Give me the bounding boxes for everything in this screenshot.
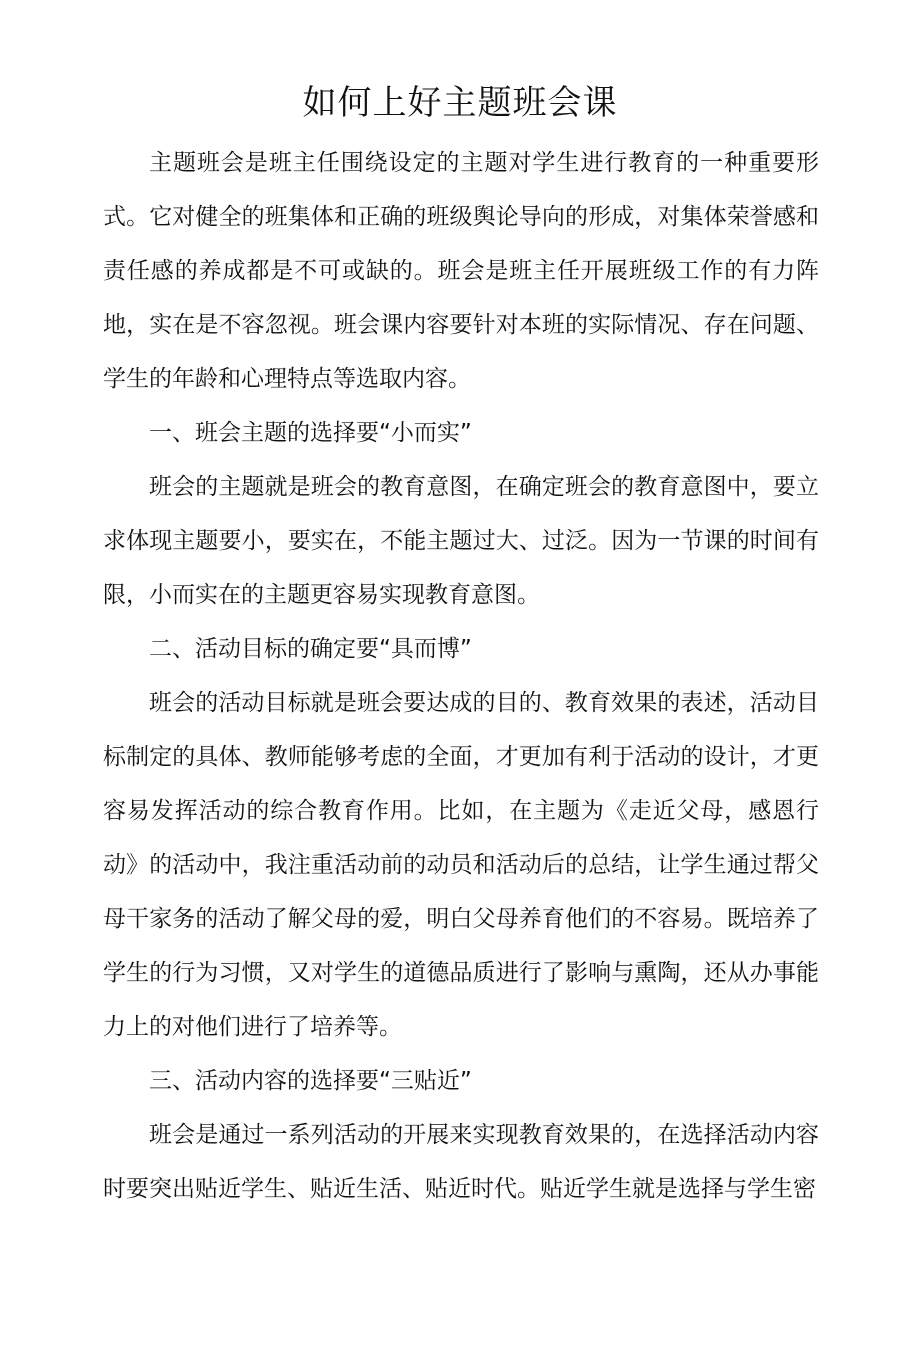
section-paragraph-1: 班会的主题就是班会的教育意图，在确定班会的教育意图中，要立求体现主题要小，要实在，不能主题过大、过泛。因为一节课的时间有限，小而实在的主题更容易实现教育意图。 [103, 474, 819, 608]
section-heading-3: 三、活动内容的选择要“三贴近” [149, 1068, 472, 1094]
document-body [103, 136, 819, 1216]
section-paragraph-2: 班会的活动目标就是班会要达成的目的、教育效果的表述，活动目标制定的具体、教师能够考虑的全面，才更加有利于活动的设计，才更容易发挥活动的综合教育作用。比如，在主题为《走近父母，感恩行动》的活动中，我注重活动前的动员和活动后的总结，让学生通过帮父母干家务的活动了解父母的爱，明白父母养育他们的不容易。既培养了学生的行为习惯，又对学生的道德品质进行了影响与熏陶，还从办事能力上的对他们进行了培养等。 [103, 690, 819, 1040]
section-heading-1: 一、班会主题的选择要“小而实” [149, 420, 472, 446]
document-title: 如何上好主题班会课 [302, 83, 618, 123]
section-heading-2: 二、活动目标的确定要“具而博” [149, 636, 472, 662]
intro-paragraph: 主题班会是班主任围绕设定的主题对学生进行教育的一种重要形式。它对健全的班集体和正确的班级舆论导向的形成，对集体荣誉感和责任感的养成都是不可或缺的。班会是班主任开展班级工作的有力阵地，实在是不容忽视。班会课内容要针对本班的实际情况、存在问题、学生的年龄和心理特点等选取内容。 [103, 150, 819, 392]
section-paragraph-3: 班会是通过一系列活动的开展来实现教育效果的，在选择活动内容时要突出贴近学生、贴近生活、贴近时代。贴近学生就是选择与学生密 [103, 1122, 819, 1202]
